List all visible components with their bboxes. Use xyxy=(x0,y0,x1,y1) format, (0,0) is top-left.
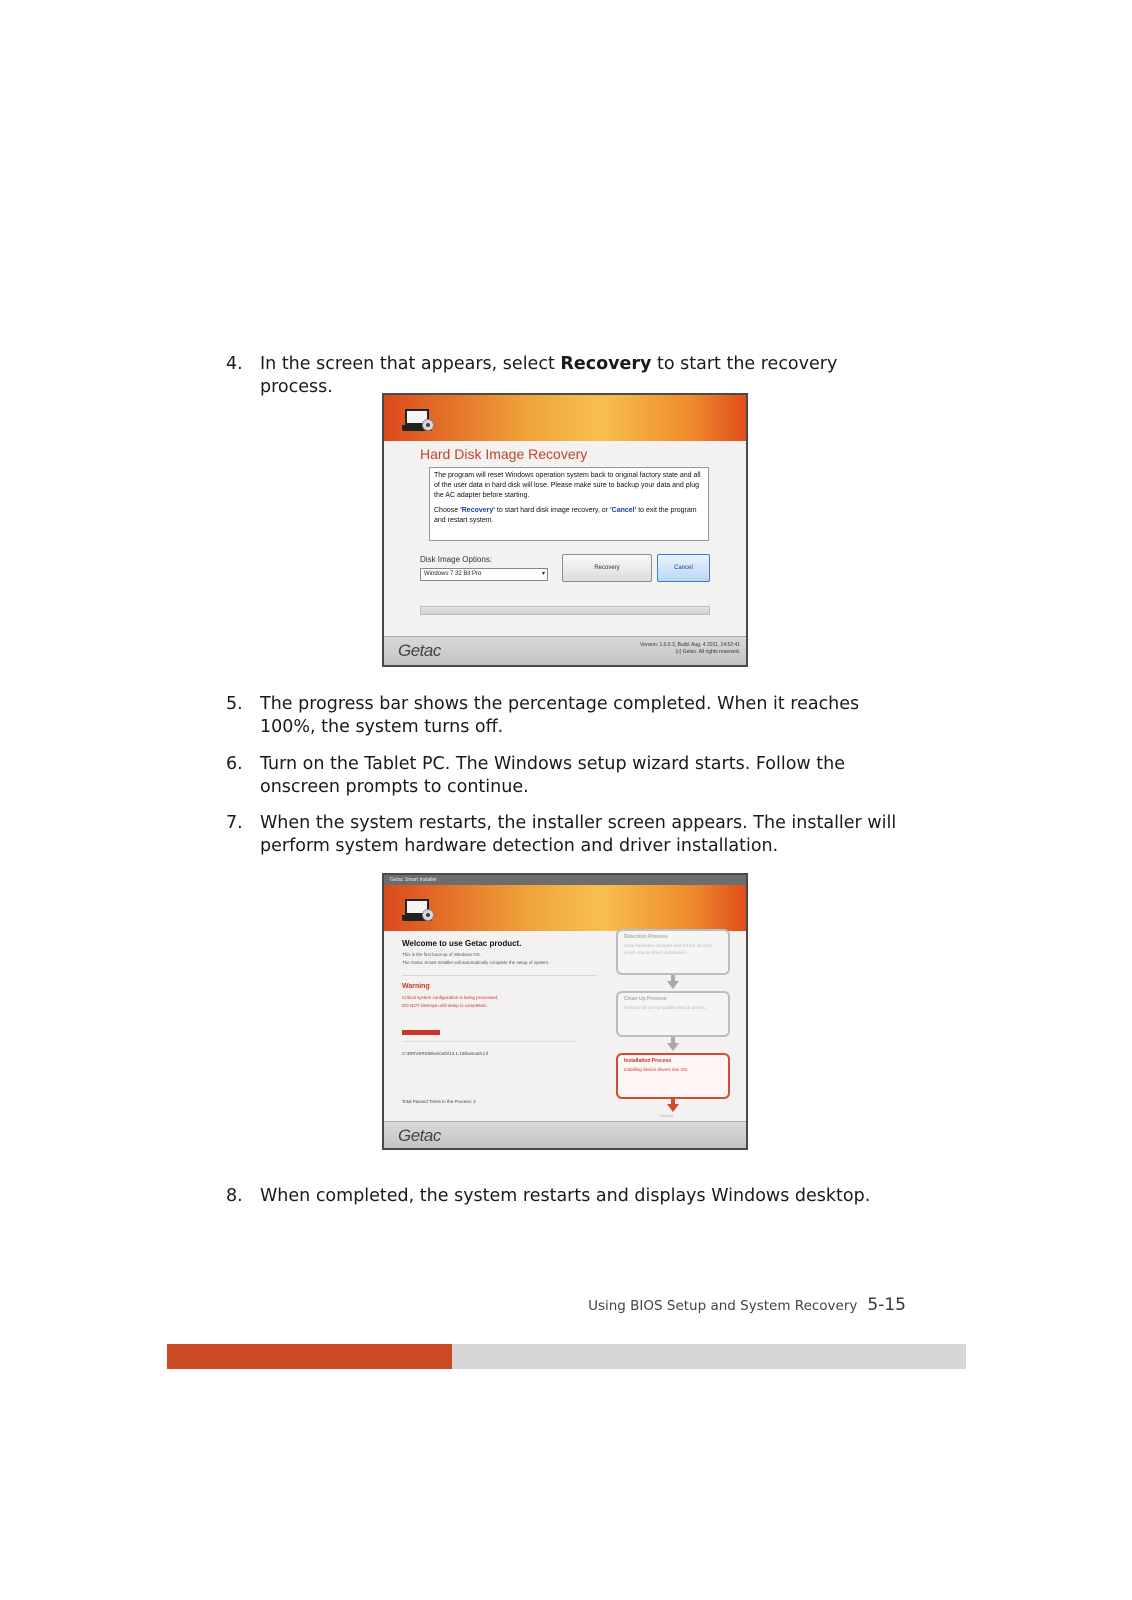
step-number: 5. xyxy=(226,694,243,714)
recovery-screenshot xyxy=(382,393,748,667)
chevron-down-icon: ▾ xyxy=(541,571,545,577)
step-text: Turn on the Tablet PC. The Windows setup wizard starts. Follow the onscreen prompts to continue. xyxy=(260,754,846,797)
footer-accent-bar xyxy=(167,1344,452,1369)
divider xyxy=(402,975,597,976)
installer-banner xyxy=(384,885,746,931)
footer-gray-bar xyxy=(452,1344,966,1369)
cancel-button[interactable]: Cancel xyxy=(657,554,710,582)
step-text-post: to start the recovery process. xyxy=(260,354,838,397)
detection-process-box xyxy=(616,929,730,975)
elapsed-time: Total Passed Times in the Process: 2 xyxy=(402,1099,476,1104)
disk-image-selected-value: Windows 7 32 Bit Pro xyxy=(424,571,482,577)
installation-process-box xyxy=(616,1053,730,1099)
recovery-title: Hard Disk Image Recovery xyxy=(420,446,588,462)
cleanup-process-box xyxy=(616,991,730,1037)
getac-logo: Getac xyxy=(398,1126,441,1145)
step-text: The progress bar shows the percentage completed. When it reaches 100%, the system turns off. xyxy=(260,694,860,737)
welcome-line-1: This is the first boot-up of Windows OS. xyxy=(402,952,482,957)
step-6 xyxy=(226,753,906,799)
step-text-pre: In the screen that appears, select xyxy=(260,354,561,374)
process-desc: Scan hardware changes and list the devices which require driver installation. xyxy=(624,943,713,955)
recovery-message-box xyxy=(429,467,709,541)
divider xyxy=(402,1041,577,1042)
installer-welcome: Welcome to use Getac product. xyxy=(402,939,522,948)
step-5 xyxy=(226,693,906,739)
recovery-banner xyxy=(384,395,746,441)
process-title: Clean Up Process xyxy=(624,996,667,1002)
driver-path: C:\DRIVERS\Bluetooth\12.1.1\Bluetooth.inf xyxy=(402,1051,489,1056)
recovery-message-2: Choose 'Recovery' to start hard disk image recovery, or 'Cancel' to exit the program and restart system. xyxy=(434,507,697,524)
installer-screenshot xyxy=(382,873,748,1150)
warning-text xyxy=(402,994,572,1010)
arrow-down-icon xyxy=(667,981,679,989)
step-text: When completed, the system restarts and displays Windows desktop. xyxy=(260,1186,871,1206)
installer-footer xyxy=(384,1121,746,1148)
warning-line-1: Critical system configuration is being processed. xyxy=(402,995,499,1000)
disk-image-options-label: Disk Image Options: xyxy=(420,555,493,564)
process-title: Detection Process xyxy=(624,934,668,940)
recovery-button[interactable]: Recovery xyxy=(562,554,652,582)
step-number: 7. xyxy=(226,813,243,833)
process-desc: Installing device drivers into OS. xyxy=(624,1067,689,1072)
reboot-label: Reboot xyxy=(660,1113,673,1118)
footer-section-title: Using BIOS Setup and System Recovery xyxy=(588,1298,858,1314)
warning-line-2: DO NOT interrupt until setup is completed... xyxy=(402,1003,490,1008)
process-desc: Remove all un-compatible device drivers. xyxy=(624,1005,707,1010)
version-line-1: Version: 1.0.0.3, Build: Aug. 4 2011, 14:52:41 xyxy=(640,642,740,648)
process-title: Installation Process xyxy=(624,1058,672,1064)
recovery-message-1: The program will reset Windows operation system back to original factory state and all of the user data in hard disk will lose. Please make sure to backup your data and plug the AC adapter before starting. xyxy=(434,472,701,499)
recovery-footer xyxy=(384,636,746,665)
recovery-progress-bar xyxy=(420,606,710,615)
page-number: 5-15 xyxy=(867,1295,906,1315)
disk-image-select[interactable] xyxy=(420,568,548,581)
getac-logo: Getac xyxy=(398,641,441,660)
step-number: 6. xyxy=(226,754,243,774)
version-line-2: (c) Getac. All rights reserved. xyxy=(675,649,740,655)
page-footer xyxy=(588,1295,906,1315)
step-number: 8. xyxy=(226,1186,243,1206)
arrow-down-icon xyxy=(667,1043,679,1051)
laptop-recovery-icon xyxy=(402,899,432,923)
installer-titlebar: Getac Smart Installer xyxy=(384,875,746,885)
step-8 xyxy=(226,1185,906,1208)
version-info xyxy=(640,642,740,656)
installer-welcome-text xyxy=(402,951,602,967)
laptop-recovery-icon xyxy=(402,409,432,433)
step-number: 4. xyxy=(226,354,243,374)
step-text-bold: Recovery xyxy=(560,354,652,374)
step-7 xyxy=(226,812,906,858)
warning-title: Warning xyxy=(402,983,430,990)
step-text: When the system restarts, the installer screen appears. The installer will perform system hardware detection and driver installation. xyxy=(260,813,897,856)
arrow-down-icon xyxy=(667,1104,679,1112)
installer-progress-bar xyxy=(402,1030,440,1035)
welcome-line-2: The Getac Smart Installer will automatically complete the setup of system. xyxy=(402,960,550,965)
